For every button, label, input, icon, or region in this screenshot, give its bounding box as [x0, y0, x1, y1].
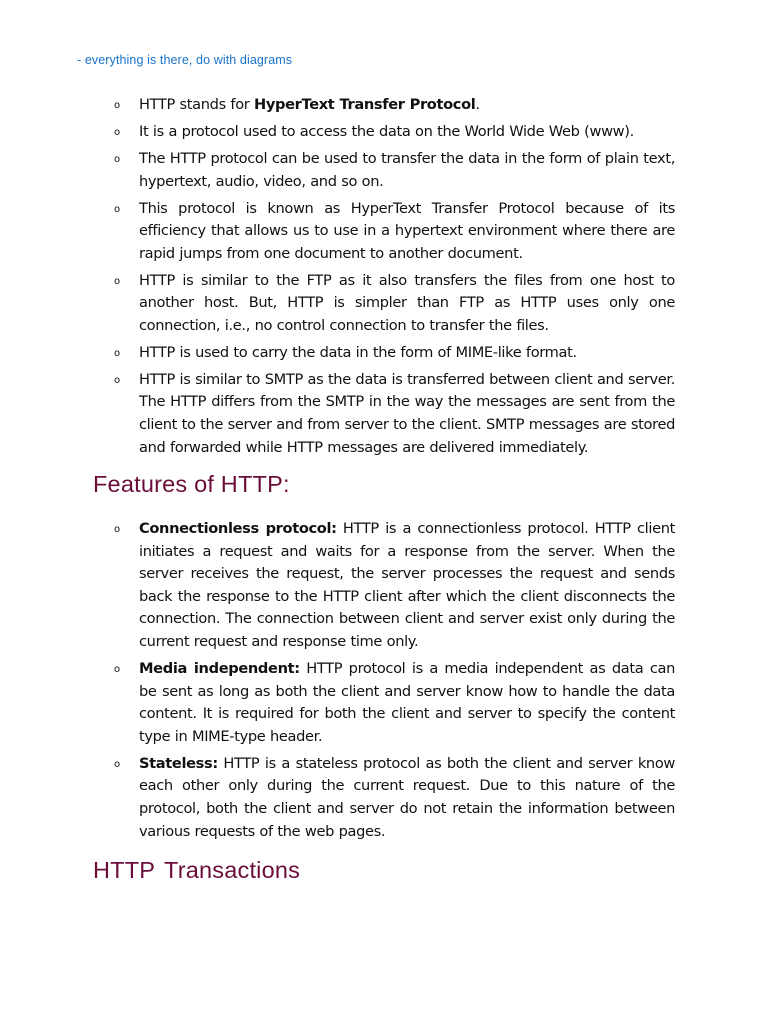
- intro-list: [0, 94, 768, 464]
- item-text: The HTTP protocol can be used to transfer the data in the form of plain text, hypertext, audio, video, and so on.: [139, 149, 675, 190]
- item-text: This protocol is known as HyperText Transfer Protocol because of its efficiency that allows us to use in a hypertext environment where there are rapid jumps from one document to another document.: [139, 199, 675, 262]
- item-text: It is a protocol used to access the data on the World Wide Web (www).: [139, 122, 634, 140]
- features-heading: Features of HTTP:: [93, 471, 290, 497]
- item-text: HTTP stands for: [139, 96, 255, 113]
- item-text: .: [475, 96, 480, 113]
- bullet-icon: o: [114, 275, 120, 287]
- item-text: HTTP is similar to the FTP as it also transfers the files from one host to another host. But, HTTP is simpler than FTP as HTTP uses only one connection, i.e., no control connection to transfer the files.: [139, 271, 675, 334]
- feature-title: Connectionless protocol:: [139, 520, 337, 537]
- bullet-icon: o: [114, 758, 120, 770]
- item-bold: HyperText Transfer Protocol: [254, 96, 476, 113]
- feature-item: [0, 753, 675, 843]
- bullet-icon: o: [114, 347, 120, 359]
- bullet-icon: o: [114, 100, 120, 111]
- bullet-icon: o: [114, 153, 120, 165]
- list-item: [0, 121, 675, 144]
- list-item: [0, 342, 675, 365]
- bullet-icon: o: [114, 203, 120, 215]
- bullet-icon: o: [114, 374, 120, 386]
- list-item: [0, 94, 675, 117]
- list-item: [0, 369, 675, 459]
- list-item: [0, 198, 675, 266]
- bullet-icon: o: [114, 663, 120, 675]
- bullet-icon: o: [114, 524, 120, 535]
- feature-text: HTTP protocol is a media independent as data can be sent as long as both the client and server know how to handle the data content. It is required for both the client and server to specify the content type in MIME-type header.: [139, 659, 675, 745]
- list-item: [0, 270, 675, 338]
- item-text: HTTP is similar to SMTP as the data is transferred between client and server. The HTTP differs from the SMTP in the way the messages are sent from the client to the server and from server to the client. SMTP messages are stored and forwarded while HTTP messages are delivered immediately.: [139, 370, 675, 456]
- list-item: [0, 148, 675, 193]
- feature-item: [0, 658, 675, 748]
- feature-text: HTTP is a connectionless protocol. HTTP client initiates a request and waits for a response from the server. When the server receives the request, the server processes the request and sends back the response to the HTTP client after which the client disconnects the connection. The connection between client and server exist only during the current request and response time only.: [139, 520, 675, 650]
- item-text: HTTP is used to carry the data in the form of MIME-like format.: [139, 343, 577, 361]
- annotation-note: - everything is there, do with diagrams: [77, 53, 293, 67]
- transactions-heading: HTTP Transactions: [93, 857, 301, 883]
- feature-title: Media independent:: [139, 659, 300, 677]
- bullet-icon: o: [114, 126, 120, 138]
- features-list: [0, 518, 768, 847]
- feature-title: Stateless:: [139, 754, 218, 772]
- feature-text: HTTP is a stateless protocol as both the client and server know each other only during the current request. Due to this nature of the protocol, both the client and server do not retain the information between various requests of the web pages.: [139, 754, 675, 840]
- feature-item: [0, 518, 675, 654]
